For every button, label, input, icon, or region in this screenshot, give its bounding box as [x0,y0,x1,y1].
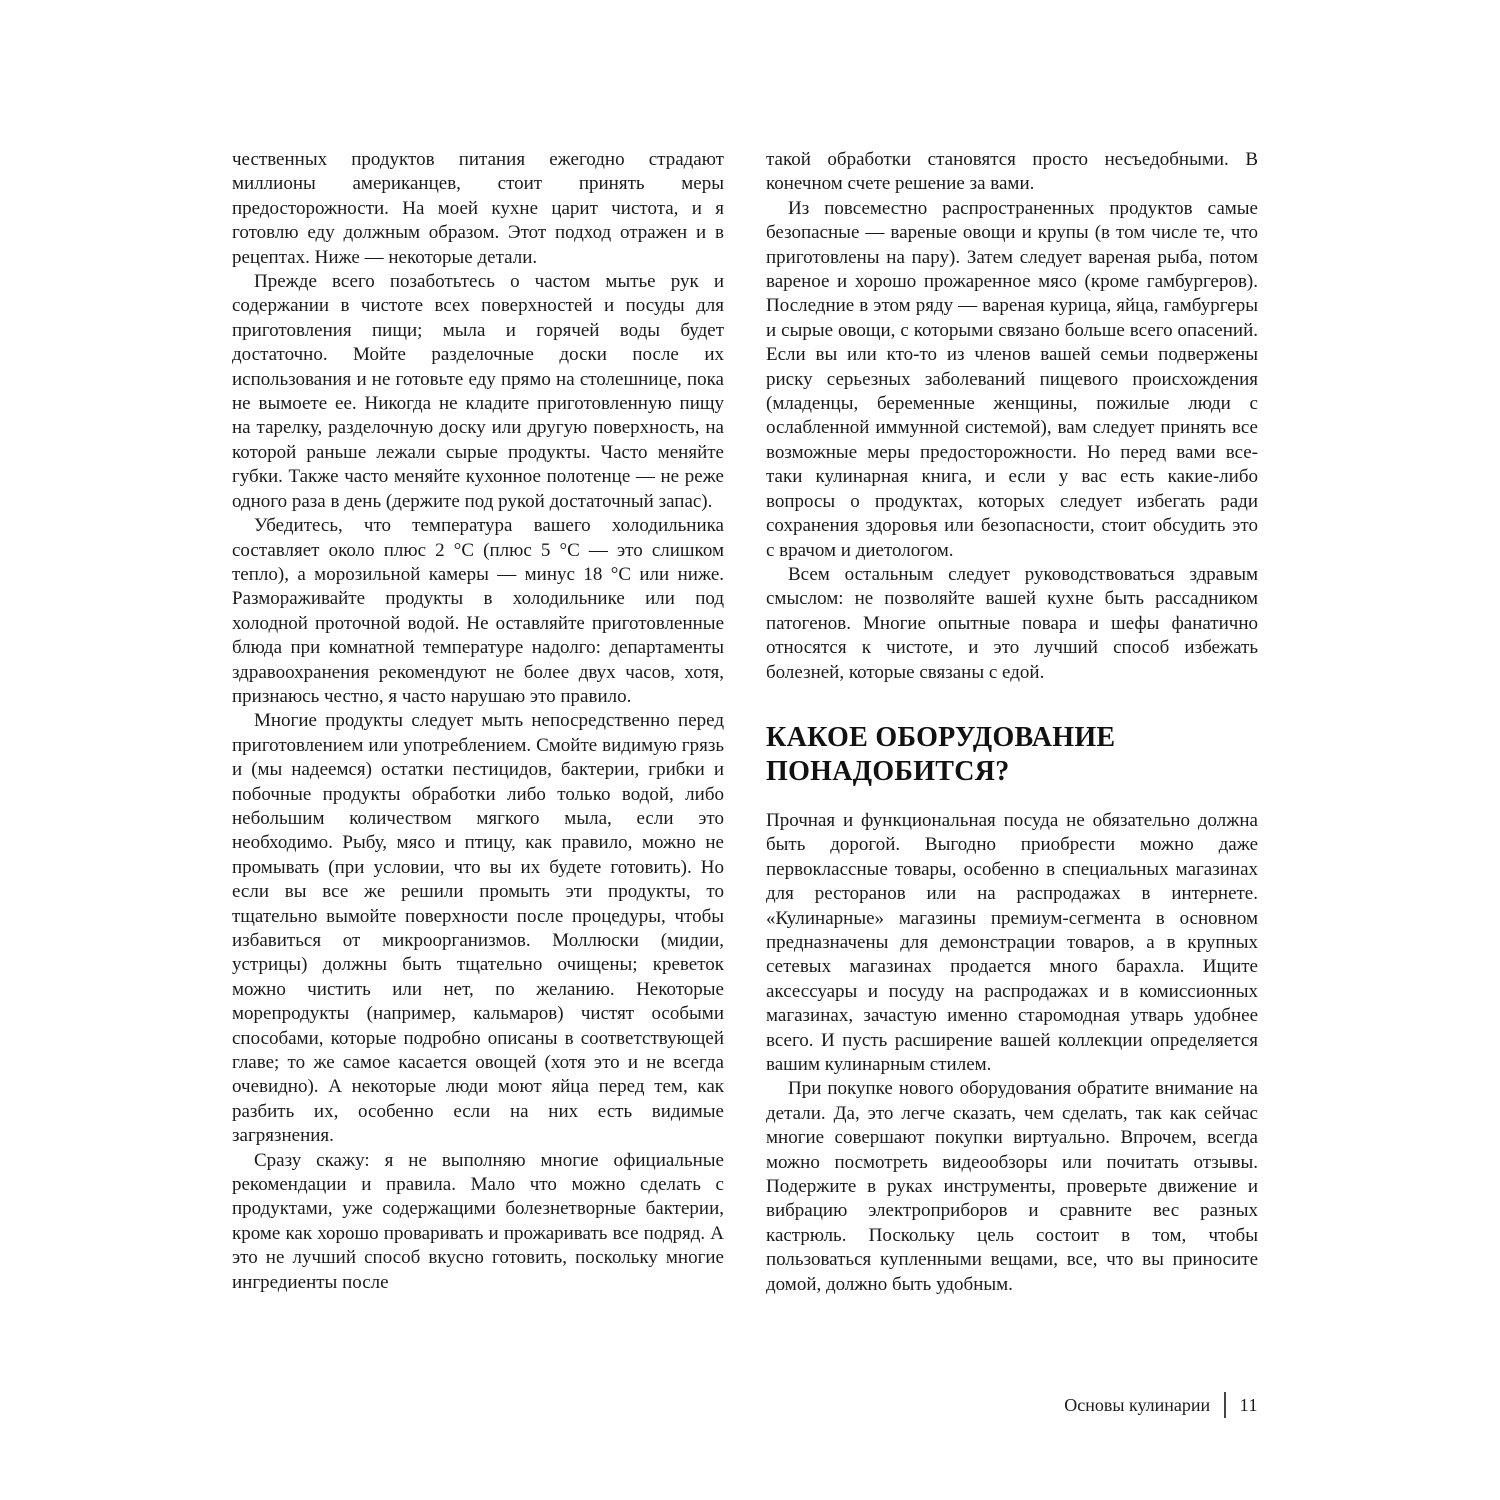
right-column [766,148,1258,1297]
paragraph: Прежде всего позаботьтесь о частом мытье рук и содержании в чистоте всех поверхностей и посуды для приготовления пищи; мыла и горячей воды будет достаточно. Мойте разделочные доски после их использования и не готовьте еду прямо на столешнице, пока не вымоете ее. Никогда не кладите приготовленную пищу на тарелку, разделочную доску или другую поверхность, на которой раньше лежали сырые продукты. Часто меняйте губки. Также часто меняйте кухонное полотенце — не реже одного раза в день (держите под рукой достаточный запас). [232,271,724,512]
left-column [232,148,724,1297]
paragraph: Прочная и функциональная посуда не обязательно должна быть дорогой. Выгодно приобрести можно даже первоклассные товары, особенно в специальных магазинах для ресторанов или на распродажах в интернете. «Кулинарные» магазины премиум-сегмента в основном предназначены для демонстрации товаров, а в крупных сетевых магазинах продается много барахла. Ищите аксессуары и посуду на распродажах и в комиссионных магазинах, зачастую именно старомодная утварь удобнее всего. И пусть расширение вашей коллекции определяется вашим кулинарным стилем. [766,809,1258,1075]
section-heading: КАКОЕ ОБОРУДОВАНИЕ ПОНАДОБИТСЯ? [766,721,1116,787]
paragraph: Многие продукты следует мыть непосредственно перед приготовлением или употреблением. Смойте видимую грязь и (мы надеемся) остатки пестицидов, бактерии, грибки и побочные продукты обработки либо только водой, либо небольшим количеством мягкого мыла, если это необходимо. Рыбу, мясо и птицу, как правило, можно не промывать (при условии, что вы их будете готовить). Но если вы все же решили промыть эти продукты, то тщательно вымойте поверхности после процедуры, чтобы избавиться от микроорганизмов. Моллюски (мидии, устрицы) должны быть тщательно очищены; креветок можно чистить или нет, по желанию. Некоторые морепродукты (например, кальмаров) чистят особыми способами, которые подробно описаны в соответствующей главе; то же самое касается овощей (хотя это и не всегда очевидно). А некоторые люди моют яйца перед тем, как разбить их, особенно если на них есть видимые загрязнения. [232,710,724,1147]
paragraph: чественных продуктов питания ежегодно страдают миллионы американцев, стоит принять меры предосторожности. На моей кухне царит чистота, и я готовлю еду должным образом. Этот подход отражен и в рецептах. Ниже — некоторые детали. [232,149,724,268]
paragraph: Убедитесь, что температура вашего холодильника составляет около плюс 2 °C (плюс 5 °C — это слишком тепло), а морозильной камеры — минус 18 °C или ниже. Размораживайте продукты в холодильнике или под холодной проточной водой. Не оставляйте приготовленные блюда при комнатной температуре надолго: департаменты здравоохранения рекомендуют не более двух часов, хотя, признаюсь честно, я часто нарушаю это правило. [232,515,724,707]
paragraph: Сразу скажу: я не выполняю многие официальные рекомендации и правила. Мало что можно сделать с продуктами, уже содержащими болезнетворные бактерии, кроме как хорошо проваривать и прожаривать все подряд. А это не лучший способ вкусно готовить, поскольку многие ингредиенты после [232,1149,724,1293]
footer-section-title: Основы кулинарии [1064,1394,1211,1415]
paragraph: Из повсеместно распространенных продуктов самые безопасные — вареные овощи и крупы (в том числе те, что приготовлены на пару). Затем следует вареная рыба, потом вареное и хорошо прожаренное мясо (кроме гамбургеров). Последние в этом ряду — вареная курица, яйца, гамбургеры и сырые овощи, с которыми связано больше всего опасений. Если вы или кто-то из членов вашей семьи подвержены риску серьезных заболеваний пищевого происхождения (младенцы, беременные женщины, пожилые люди с ослабленной иммунной системой), вам следует принять все возможные меры предосторожности. Но перед вами все-таки кулинарная книга, и если у вас есть какие-либо вопросы о продуктах, которых следует избегать ради сохранения здоровья или безопасности, стоит обсудить это с врачом и диетологом. [766,197,1258,561]
paragraph: Всем остальным следует руководствоваться здравым смыслом: не позволяйте вашей кухне быть рассадником патогенов. Многие опытные повара и шефы фанатично относятся к чистоте, и это лучший способ избежать болезней, которые связаны с едой. [766,563,1258,683]
paragraph: такой обработки становятся просто несъедобными. В конечном счете решение за вами. [766,149,1258,195]
page-number: 11 [1239,1394,1258,1415]
footer-divider [1224,1392,1226,1418]
paragraph: При покупке нового оборудования обратите внимание на детали. Да, это легче сказать, чем сделать, так как сейчас многие совершают покупки виртуально. Впрочем, всегда можно посмотреть видеообзоры или почитать отзывы. Подержите в руках инструменты, проверьте движение и вибрацию электроприборов и сравните вес разных кастрюль. Поскольку цель состоит в том, чтобы пользоваться купленными вещами, все, что вы приносите домой, должно быть удобным. [766,1078,1258,1295]
page-content [232,148,1258,1297]
page-footer [1064,1392,1258,1418]
